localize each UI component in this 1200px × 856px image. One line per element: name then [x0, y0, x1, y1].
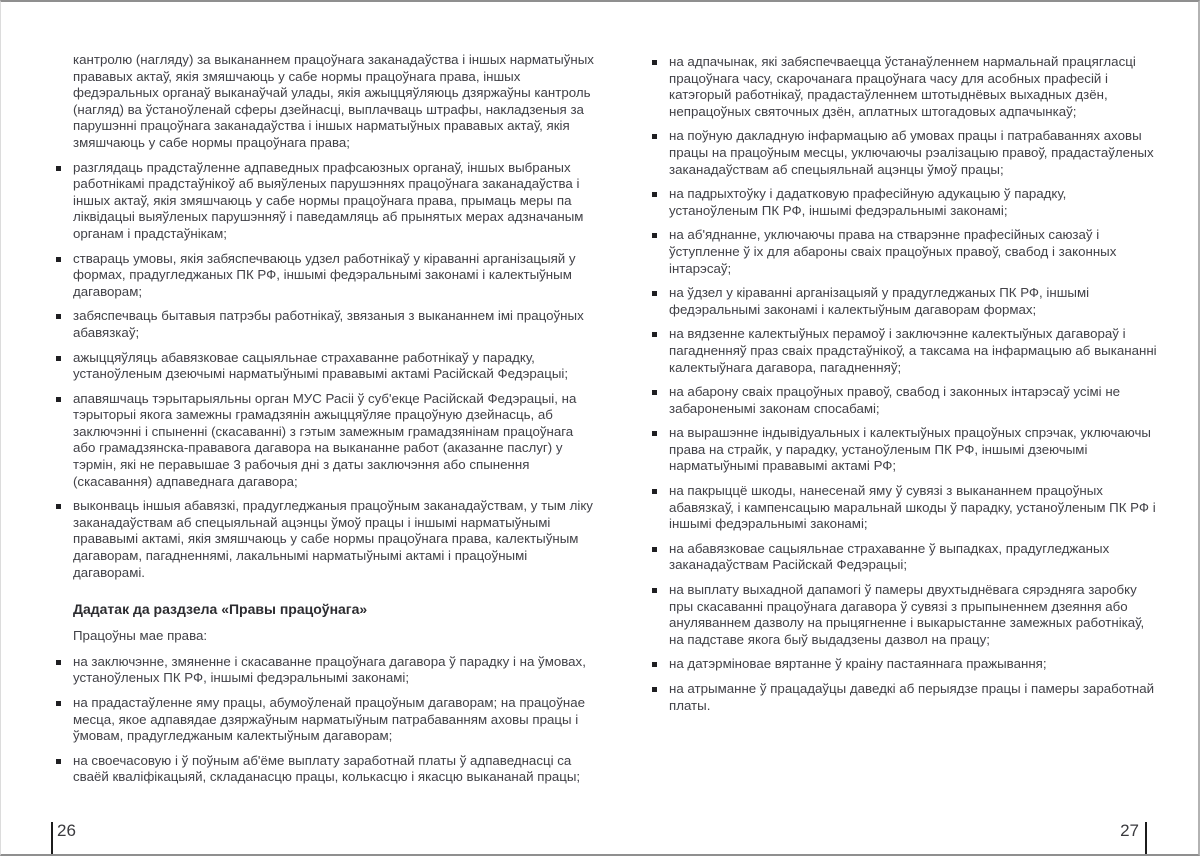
employer-obligations-list: [73, 160, 594, 582]
page-right: [669, 54, 1158, 722]
list-item: ствараць умовы, якія забяспечваюць удзел работнікаў у кіраванні арганізацыяй у формах, прадугледжаных ПК РФ, іншымі федэральнымі законамі і калектыўным дагаворам;: [73, 251, 594, 301]
list-item: на датэрміновае вяртанне ў краіну пастаяннага пражывання;: [669, 656, 1158, 673]
list-item: на выплату выхадной дапамогі ў памеры двухтыднёвага сярэдняга заробку пры скасаванні працоўнага дагавора ў сувязі з прыпыненнем дзеяння або ануляваннем дазволу на прыцягненне і выкарыстанне замежных работнікаў, на падставе якога быў выдадзены дазвол на працу;: [669, 582, 1158, 648]
list-item: апавяшчаць тэрытарыяльны орган МУС Расіі ў суб'екце Расійскай Федэрацыі, на тэрыторыі якога замежны грамадзянін ажыццяўляе працоўную дзейнасць, аб заключэнні і спыненні (скасаванні) з гэтым замежным грамадзянінам працоўнага або грамадзянска-прававога дагавора на выкананне работ (аказанне паслуг) у тэрмін, які не перавышае 3 рабочыя дні з даты заключэння або спынення (скасавання) адпаведнага дагавора;: [73, 391, 594, 491]
list-item: на абарону сваіх працоўных правоў, свабод і законных інтарэсаў усімі не забароненымі законам спосабамі;: [669, 384, 1158, 417]
lead-text: Працоўны мае права:: [73, 628, 208, 644]
page-number-right: 27: [1120, 821, 1139, 840]
list-item: ажыццяўляць абавязковае сацыяльнае страхаванне работнікаў у парадку, устаноўленым дзеючымі нарматыўнымі прававымі актамі Расійскай Федэрацыі;: [73, 350, 594, 383]
page-number-left: 26: [57, 821, 76, 840]
list-item: на прадастаўленне яму працы, абумоўленай працоўным дагаворам; на працоўнае месца, якое адпавядае дзяржаўным нарматыўным патрабаванням аховы працы і ўмовам, прадугледжаным калектыўным дагаворам;: [73, 695, 594, 745]
list-item: выконваць іншыя абавязкі, прадугледжаныя працоўным заканадаўствам, у тым ліку заканадаўствам аб спецыяльнай ацэнцы ўмоў працы і іншымі нарматыўнымі прававымі актамі, якія змяшчаюць у сабе нормы працоўнага права, калектыўным дагаворам, пагадненнямі, лакальнымі нарматыўнымі актамі і працоўнымі дагаворамі.: [73, 498, 593, 580]
list-item: на ўдзел у кіраванні арганізацыяй у прадугледжаных ПК РФ, іншымі федэральнымі законамі і калектыўным дагаворам формах;: [669, 285, 1158, 318]
list-item: разглядаць прадстаўленне адпаведных прафсаюзных органаў, іншых выбраных работнікамі прадстаўнікоў аб выяўленых парушэннях працоўнага заканадаўства і іншых актаў, якія змяшчаюць у сабе нормы працоўнага права, прымаць меры па ліквідацыі выяўленых парушэнняў і паведамляць аб прынятых мерах адзначаным органам і прадстаўнікам;: [73, 160, 594, 243]
list-item: на атрыманне ў працадаўцы даведкі аб перыядзе працы і памеры заработнай платы.: [669, 681, 1158, 714]
list-item: на вырашэнне індывідуальных і калектыўных працоўных спрэчак, уключаючы права на страйк, у парадку, устаноўленым ПК РФ, іншымі дзеючымі нарматыўнымі прававымі актамі РФ;: [669, 425, 1158, 475]
list-item: на пакрыццё шкоды, нанесенай яму ў сувязі з выкананнем працоўных абавязкаў, і кампенсацыю маральнай шкоды ў парадку, устаноўленым ПК РФ і іншымі федэральнымі законамі;: [669, 483, 1158, 533]
paragraph-continuation: кантролю (нагляду) за выкананнем працоўнага заканадаўства і іншых нарматыўных прававых актаў, якія змяшчаюць у сабе нормы працоўнага права, іншых федэральных органаў выканаўчай улады, якія ажыццяўляюць дзяржаўны кантроль (нагляд) ва ўстаноўленай сферы дзейнасці, выплачваць штрафы, накладзеныя за парушэнні працоўнага заканадаўства і іншых нарматыўных прававых актаў, якія змяшчаюць у сабе нормы працоўнага права;: [73, 52, 594, 150]
section-heading: Дадатак да раздзела «Правы працоўнага»: [73, 601, 368, 618]
list-item: на вядзенне калектыўных перамоў і заключэнне калектыўных дагавораў і пагадненняў праз сваіх прадстаўнікоў, а таксама на інфармацыю аб выкананні калектыўнага дагавора, пагадненняў;: [669, 326, 1157, 375]
page-number-divider-right: [1145, 822, 1147, 855]
list-item: на заключэнне, змяненне і скасаванне працоўнага дагавора ў парадку і на ўмовах, устаноўленых ПК РФ, іншымі федэральнымі законамі;: [73, 654, 594, 687]
worker-rights-list-right: [669, 54, 1158, 714]
list-item: на поўную дакладную інфармацыю аб умовах працы і патрабаваннях аховы працы на працоўным месцы, уключаючы рэалізацыю правоў, прадастаўленых заканадаўствам аб спецыяльнай ацэнцы ўмоў працы;: [669, 128, 1158, 178]
page-left: [73, 52, 594, 794]
list-item: на адпачынак, які забяспечваецца ўстанаўленнем нармальнай працягласці працоўнага часу, скарочанага працоўнага часу для асобных прафесій і катэгорый работнікаў, прадастаўленнем штотыднёвых выхадных дзён, непрацоўных святочных дзён, аплатных штогадовых адпачынкаў;: [669, 54, 1158, 120]
worker-rights-list-left: [73, 654, 594, 786]
list-item: на аб'яднанне, уключаючы права на стварэнне прафесійных саюзаў і ўступленне ў іх для абароны сваіх працоўных правоў, свабод і законных інтарэсаў;: [669, 227, 1158, 277]
list-item: на падрыхтоўку і дадатковую прафесійную адукацыю ў парадку, устаноўленым ПК РФ, іншымі федэральнымі законамі;: [669, 186, 1158, 219]
list-item: забяспечваць бытавыя патрэбы работнікаў, звязаныя з выкананнем імі працоўных абавязкаў;: [73, 308, 594, 341]
page-number-divider-left: [51, 822, 53, 855]
list-item: на своечасовую і ў поўным аб'ёме выплату заработнай платы ў адпаведнасці са сваёй кваліфікацыяй, складанасцю працы, колькасцю і якасцю выкананай працы;: [73, 753, 594, 786]
list-item: на абавязковае сацыяльнае страхаванне ў выпадках, прадугледжаных заканадаўствам Расійскай Федэрацыі;: [669, 541, 1158, 574]
